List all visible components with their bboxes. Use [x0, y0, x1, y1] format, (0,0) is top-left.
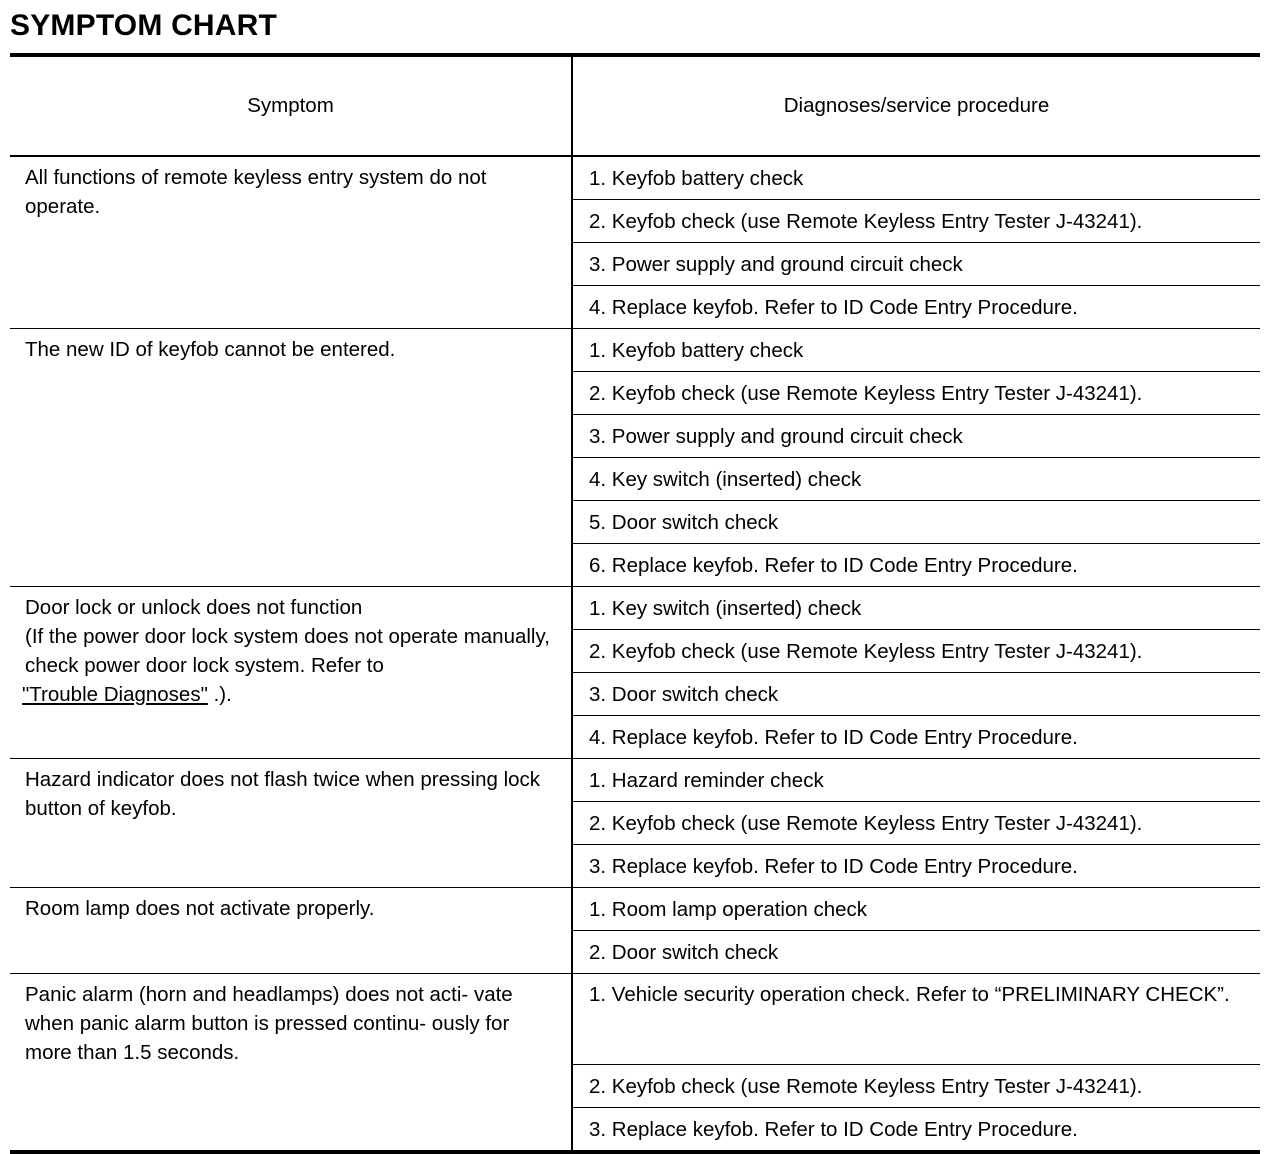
table-row	[10, 587, 1260, 630]
symptom-chart-table	[10, 53, 1260, 1154]
symptom-text: Door lock or unlock does not function	[25, 596, 363, 619]
procedure-step: 3. Power supply and ground circuit check	[572, 243, 1260, 286]
procedure-step: 1. Keyfob battery check	[572, 329, 1260, 372]
table-row	[10, 888, 1260, 931]
procedure-step: 1. Hazard reminder check	[572, 759, 1260, 802]
procedure-step: 1. Room lamp operation check	[572, 888, 1260, 931]
symptom-note: (If the power door lock system does not operate manually, check power door lock system. Refer to	[25, 625, 550, 677]
symptom-cell: Room lamp does not activate properly.	[10, 888, 572, 974]
symptom-note-tail: .).	[207, 683, 232, 706]
symptom-cell: Panic alarm (horn and headlamps) does not acti- vate when panic alarm button is pressed continu- ously for more than 1.5 seconds.	[10, 974, 572, 1153]
table-row	[10, 156, 1260, 200]
procedure-step: 5. Door switch check	[572, 501, 1260, 544]
symptom-cell: Hazard indicator does not flash twice when pressing lock button of keyfob.	[10, 759, 572, 888]
procedure-step: 4. Replace keyfob. Refer to ID Code Entry Procedure.	[572, 286, 1260, 329]
symptom-cell	[10, 587, 572, 759]
procedure-step: 3. Power supply and ground circuit check	[572, 415, 1260, 458]
table-row	[10, 329, 1260, 372]
procedure-step: 2. Keyfob check (use Remote Keyless Entry Tester J-43241).	[572, 372, 1260, 415]
table-row	[10, 759, 1260, 802]
procedure-step: 2. Keyfob check (use Remote Keyless Entry Tester J-43241).	[572, 1065, 1260, 1108]
procedure-step: 1. Key switch (inserted) check	[572, 587, 1260, 630]
page-title: SYMPTOM CHART	[10, 9, 278, 42]
procedure-step: 2. Keyfob check (use Remote Keyless Entry Tester J-43241).	[572, 802, 1260, 845]
trouble-diagnoses-link[interactable]: "Trouble Diagnoses"	[22, 683, 208, 706]
procedure-step: 3. Replace keyfob. Refer to ID Code Entry Procedure.	[589, 1117, 1078, 1141]
symptom-cell: All functions of remote keyless entry system do not operate.	[10, 156, 572, 329]
procedure-step: 2. Keyfob check (use Remote Keyless Entry Tester J-43241).	[572, 630, 1260, 673]
procedure-column-header: Diagnoses/service procedure	[572, 55, 1260, 156]
procedure-step: 2. Keyfob check (use Remote Keyless Entry Tester J-43241).	[572, 200, 1260, 243]
procedure-step: 1. Keyfob battery check	[572, 156, 1260, 200]
procedure-step: 6. Replace keyfob. Refer to ID Code Entry Procedure.	[572, 544, 1260, 587]
table-header-row	[10, 55, 1260, 156]
procedure-step: 4. Key switch (inserted) check	[572, 458, 1260, 501]
procedure-step: 2. Door switch check	[572, 931, 1260, 974]
procedure-step: 4. Replace keyfob. Refer to ID Code Entry Procedure.	[572, 716, 1260, 759]
procedure-step: 3. Replace keyfob. Refer to ID Code Entry Procedure.	[572, 845, 1260, 888]
symptom-cell: The new ID of keyfob cannot be entered.	[10, 329, 572, 587]
symptom-column-header: Symptom	[10, 55, 572, 156]
procedure-step: 1. Vehicle security operation check. Refer to “PRELIMINARY CHECK”.	[572, 974, 1260, 1065]
procedure-step: 3. Door switch check	[572, 673, 1260, 716]
table-row	[10, 974, 1260, 1065]
